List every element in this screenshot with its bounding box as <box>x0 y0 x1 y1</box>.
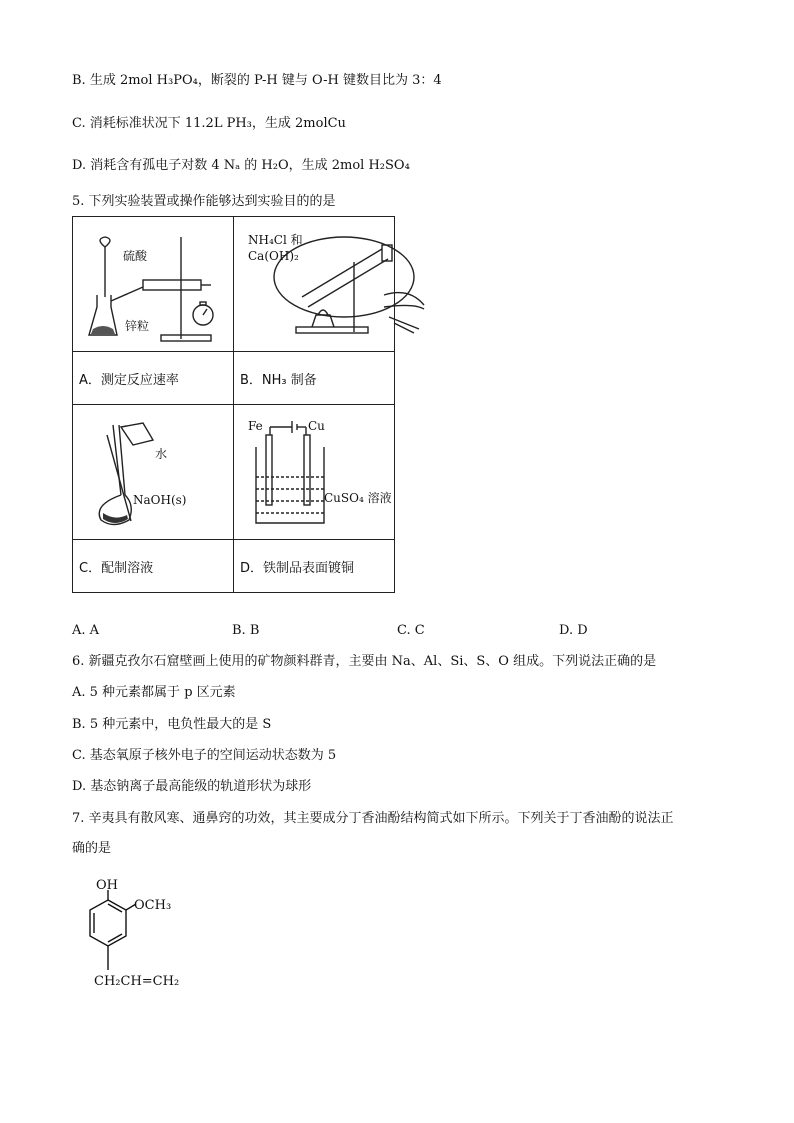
q5-option-c: C. C <box>397 623 425 638</box>
question-5: 5. 下列实验装置或操作能够达到实验目的的是 <box>72 194 336 209</box>
q5-option-b: B. B <box>232 623 260 638</box>
q6-option-c: C. 基态氧原子核外电子的空间运动状态数为 5 <box>72 748 337 763</box>
label-naoh: NaOH(s) <box>133 493 187 507</box>
label-cuso4: CuSO₄ 溶液 <box>324 491 392 505</box>
q5-option-d: D. D <box>559 623 588 638</box>
figure-b <box>234 217 395 352</box>
label-fe: Fe <box>248 419 263 433</box>
label-caoh2: Ca(OH)₂ <box>248 249 299 263</box>
q4-option-b: B. 生成 2mol H₃PO₄，断裂的 P-H 键与 O-H 键数目比为 3：4 <box>72 73 442 88</box>
oh-group: OH <box>96 878 118 893</box>
allyl-chain: CH₂CH=CH₂ <box>94 974 180 989</box>
caption-b: B．NH₃ 制备 <box>234 352 395 405</box>
caption-d: D．铁制品表面镀铜 <box>234 540 395 593</box>
eugenol-structure <box>72 878 212 1003</box>
figure-d <box>234 405 395 540</box>
electroplating-figure <box>234 405 432 539</box>
q4-option-d: D. 消耗含有孤电子对数 4 Nₐ 的 H₂O，生成 2mol H₂SO₄ <box>72 158 410 173</box>
rate-apparatus-figure <box>73 217 227 351</box>
question-6: 6. 新疆克孜尔石窟壁画上使用的矿物颜料群青，主要由 Na、Al、Si、S、O 组成。下列说法正确的是 <box>72 654 657 669</box>
label-acid: 硫酸 <box>123 249 148 263</box>
label-cu: Cu <box>308 419 325 433</box>
solution-prep-figure <box>73 405 227 539</box>
q4-option-c: C. 消耗标准状况下 11.2L PH₃，生成 2molCu <box>72 116 346 131</box>
label-nh4cl: NH₄Cl 和 <box>248 233 303 247</box>
q6-option-b: B. 5 种元素中，电负性最大的是 S <box>72 717 272 732</box>
question-7-line-1: 7. 辛夷具有散风寒、通鼻窍的功效，其主要成分丁香油酚结构简式如下所示。下列关于丁香油酚的说法正 <box>72 811 674 826</box>
label-zinc: 锌粒 <box>125 319 150 333</box>
och3-group: OCH₃ <box>134 898 172 913</box>
caption-a: A．测定反应速率 <box>73 352 234 405</box>
q6-option-a: A. 5 种元素都属于 p 区元素 <box>72 685 236 700</box>
q5-option-a: A. A <box>72 623 100 638</box>
figure-a <box>73 217 234 352</box>
experiment-table <box>72 216 395 593</box>
caption-c: C．配制溶液 <box>73 540 234 593</box>
figure-c <box>73 405 234 540</box>
q6-option-d: D. 基态钠离子最高能级的轨道形状为球形 <box>72 779 312 794</box>
question-7-line-2: 确的是 <box>72 841 112 856</box>
label-water: 水 <box>155 447 168 461</box>
